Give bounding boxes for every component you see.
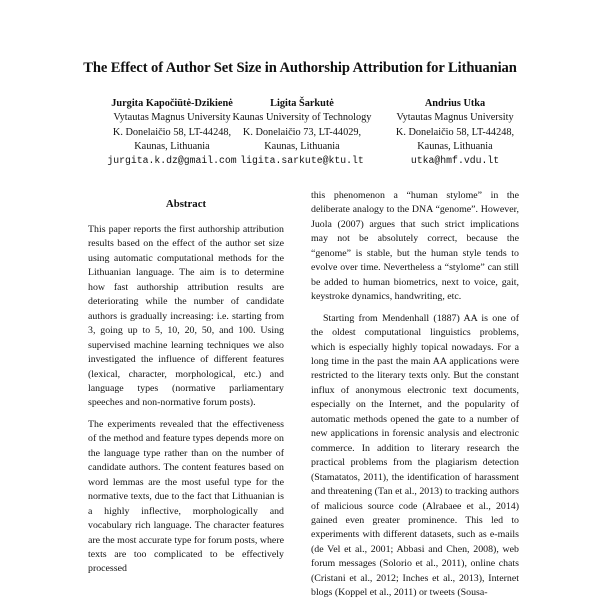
author-affiliation: Vytautas Magnus University [396,112,514,124]
author-name: Ligita Šarkutė [270,98,334,109]
body-column [311,189,519,608]
author-city: Kaunas, Lithuania [134,140,210,152]
author-email[interactable]: utka@hmf.vdu.lt [410,155,500,167]
body-paragraph: this phenomenon a “human stylome” in the deliberate analogy to the DNA “genome”. However, Juola (2007) argues that such strict implications may not be absolutely correct, because the “genome” is stable, but the human style tends to evolve over time. Nevertheless a “stylome” can still be added to human biometrics, next to voice, gait, keystroke dynamics, handwriting, etc. [311,190,519,303]
abstract-paragraph: This paper reports the first authorship attribution results based on the effect of the author set size using automatic computational methods for the Lithuanian language. The aim is to determine how fast authorship attribution results are deteriorating while the number of candidate authors is gradually increasing: i.e. starting from 3, going up to 5, 10, 20, 50, and 100. Using supervised machine learning techniques we also investigated the influence of different features (lexical, character, morphological, etc.) and language types (normative parliamentary speeches and non-normative forum posts). [88,224,284,409]
author-2 [224,97,380,168]
author-email[interactable]: jurgita.k.dz@gmail.com [107,155,237,167]
body-paragraph: Starting from Mendenhall (1887) AA is one of the oldest computational linguistics problems, which is especially highly topical nowadays. For a long time in the past the main AA applications were restricted to the literary texts only. But the constant influx of anonymous electronic text documents, especially on the Internet, and the popularity of automatic methods opened the gate to a number of new applications in forensic analysis and electronic commerce. In addition to literary research the practical problems from the plagiarism detection (Stamatatos, 2011), the identification of harassment and threatening (Tan et al., 2013) to tracking authors of malicious source code (Alrabaee et al., 2014) gained even greater prominence. This led to experiments with different datasets, such as e-mails (de Vel et al., 2001; Abbasi and Chen, 2008), web forum messages (Solorio et al., 2011), online chats (Cristani et al., 2012; Inches et al., 2013), Internet blogs (Koppel et al., 2011) or tweets (Sousa- [311,312,519,599]
abstract-heading: Abstract [165,198,207,210]
author-city: Kaunas, Lithuania [417,140,493,152]
author-affiliation: Vytautas Magnus University [113,112,231,124]
author-affiliation: Kaunas University of Technology [232,112,372,124]
author-city: Kaunas, Lithuania [264,140,340,152]
author-3 [365,97,545,168]
author-address: K. Donelaičio 73, LT-44029, [242,126,362,138]
author-email[interactable]: ligita.sarkute@ktu.lt [240,155,364,167]
author-address: K. Donelaičio 58, LT-44248, [395,126,515,138]
paper-title: The Effect of Author Set Size in Authorship Attribution for Lithuanian [83,60,517,76]
author-name: Jurgita Kapočiūtė-Dzikienė [111,98,233,109]
author-name: Andrius Utka [424,98,486,109]
abstract-column [88,197,284,584]
abstract-paragraph: The experiments revealed that the effectiveness of the method and feature types depends more on the language type rather than on the number of candidate authors. The content features based on word lemmas are the most useful type for the normative texts, due to the fact that Lithuanian is a highly inflective, morphologically and vocabulary rich language. The character features are the most accurate type for forum posts, where texts are too complicated to be effectively processed [88,418,284,575]
author-address: K. Donelaičio 58, LT-44248, [112,126,232,138]
